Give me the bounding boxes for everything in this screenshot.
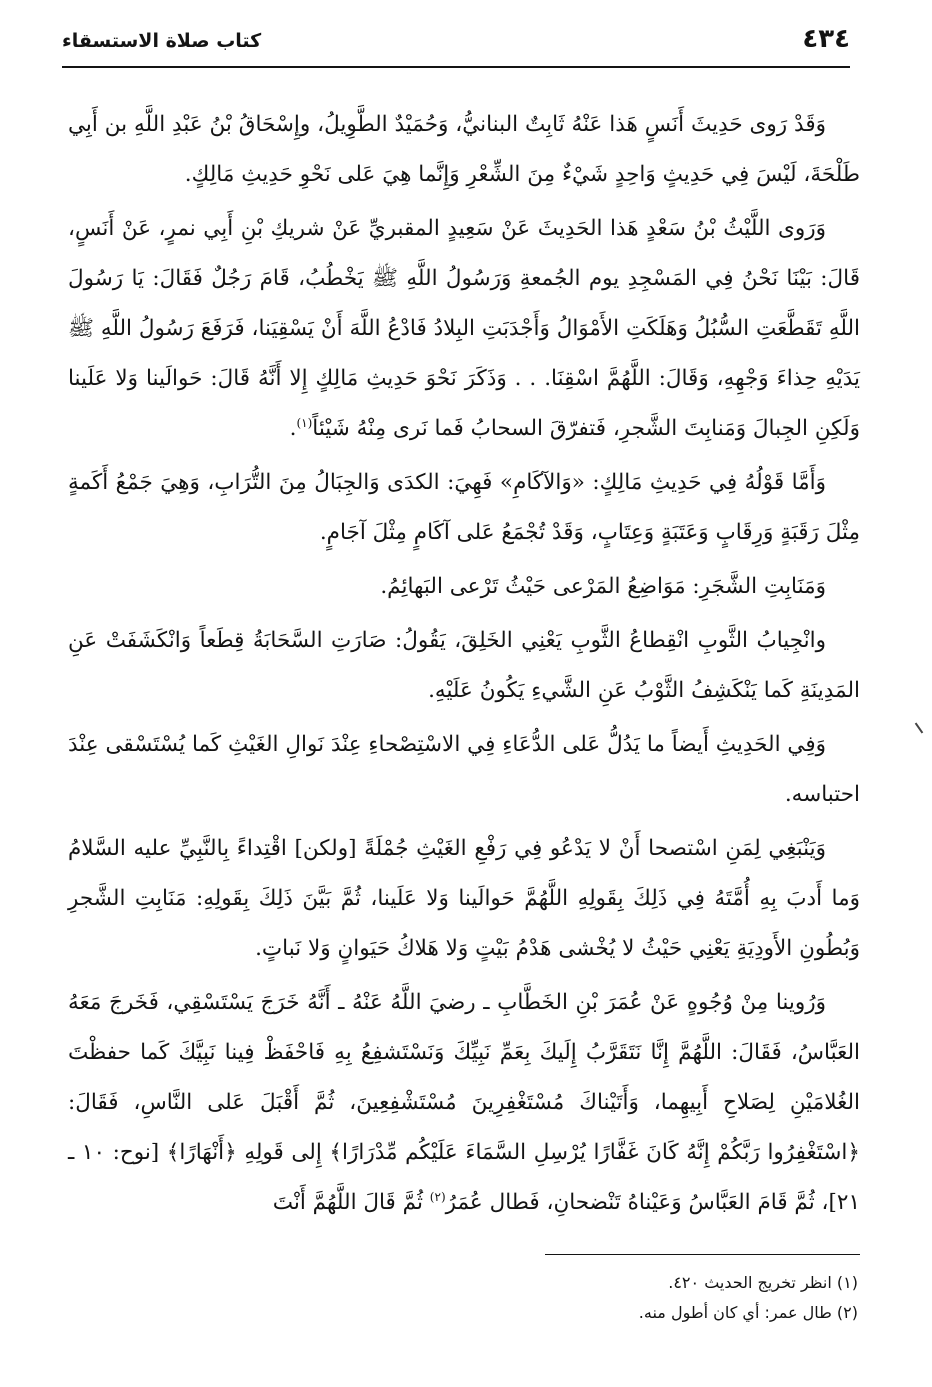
footnote-2: (٢) طال عمر: أي كان أطول منه. (638, 1303, 858, 1322)
book-title: كتاب صلاة الاستسقاء (62, 30, 262, 52)
main-text (68, 100, 860, 1232)
paragraph-5: وانْجِيابُ الثَّوبِ انْقِطاعُ الثَّوبِ يَعْنِي الخَلِقَ، يَقُولُ: صَارَتِ السَّحَابَةُ قِطَعاً وَانْكَشَفَتْ عَنِ المَدِينَةِ كَما يَنْكَشِفُ الثَّوْبُ عَنِ الشَّيءِ يَكُونُ عَلَيْهِ. (68, 628, 860, 703)
paragraph-8 (68, 978, 860, 1228)
paragraph-2-text: وَرَوى اللَّيْثُ بْنُ سَعْدٍ هَذا الحَدِيثَ عَنْ سَعِيدٍ المقبريِّ عَنْ شريكِ بْنِ أَبِي نمرٍ، عَنْ أَنَسٍ، قَالَ: بَيْنَا نَحْنُ فِي المَسْجِدِ يوم الجُمعةِ وَرَسُولُ اللَّهِ ﷺ يَخْطُبُ، قَامَ رَجُلٌ فَقَالَ: يَا رَسُولَ اللَّهِ تَقَطَّعَتِ السُّبُلُ وَهَلَكَتِ الأَمْوَالُ وَأَجْدَبَتِ البِلادُ فَادْعُ اللَّهَ أَنْ يَسْقِيَنا، فَرَفَعَ رَسُولُ اللَّهِ ﷺ يَدَيْهِ حِذاءَ وَجْهِهِ، وَقَالَ: اللَّهُمَّ اسْقِنَا. . . وَذَكَرَ نَحْوَ حَدِيثِ مَالِكٍ إِلا أَنَّهُ قَالَ: حَوالَينا وَلا عَلَينا وَلَكِنِ الجِبالَ وَمَنابِتَ الشَّجرِ، فَتفرّقَ السحابُ فَما نَرى مِنْهُ شَيْئاً (68, 216, 860, 441)
footnote-separator (545, 1254, 860, 1255)
margin-mark (915, 723, 924, 734)
paragraph-8-text: وَرُوينا مِنْ وُجُوهٍ عَنْ عُمَرَ بْنِ الخَطَّابِ ـ رضيَ اللَّهُ عَنْهُ ـ أَنَّهُ خَرَجَ يَسْتَسْقِي، فَخَرجَ مَعَهُ العَبَّاسُ، فَقَالَ: اللَّهُمَّ إِنَّا نَتَقَرَّبُ إِلَيكَ بِعَمِّ نَبِيِّكَ وَنَسْتَشفِعُ بِهِ فَاحْفَظْ فِينا نَبِيَّكَ كَما حفظْتَ الغُلامَيْنِ لِصَلاحِ أَبِيهِما، وَأَتَيْناكَ مُسْتَغْفِرِينَ مُسْتَشْفِعِينَ، ثُمَّ أَقْبَلَ عَلى النَّاسِ، فَقَالَ: ﴿اسْتَغْفِرُوا رَبَّكُمْ إِنَّهُ كَانَ غَفَّارًا يُرْسِلِ السَّمَاءَ عَلَيْكُم مِّدْرَارًا﴾ إِلى قَولِهِ ﴿أَنْهَارًا﴾ [نوح: ١٠ ـ ٢١]، ثُمَّ قَامَ العَبَّاسُ وَعَيْناهُ تَنْضحانِ، فَطال عُمَرُ (68, 990, 860, 1215)
footnote-ref-2: (٢) (429, 1189, 446, 1204)
page-header (62, 22, 850, 60)
paragraph-8-end: ثُمَّ قَالَ اللَّهُمَّ أَنْتَ (272, 1190, 430, 1215)
paragraph-1: وَقَدْ رَوى حَدِيثَ أَنَسٍ هَذا عَنْهُ ثَابِتٌ البنانيُّ، وَحُمَيْدٌ الطَّوِيلُ، وإِسْحَاقُ بْنُ عَبْدِ اللَّهِ بن أَبِي طَلْحَةَ، لَيْسَ فِي حَدِيثٍ وَاحِدٍ شَيْءٌ مِنَ الشِّعْرِ وَإِنَّما هِيَ عَلى نَحْوِ حَدِيثِ مَالِكٍ. (68, 112, 860, 187)
footnote-1: (١) انظر تخريج الحديث ٤٢٠. (668, 1273, 858, 1292)
paragraph-4: وَمَنَابِتِ الشَّجَرِ: مَوَاضِعُ المَرْعى حَيْثُ تَرْعى البَهائِمُ. (380, 574, 826, 599)
footnote-ref-1: (١) (296, 415, 313, 430)
page-number: ٤٣٤ (802, 24, 850, 54)
paragraph-6: وَفِي الحَدِيثِ أَيضاً ما يَدُلُّ عَلى الدُّعَاءِ فِي الاسْتِصْحاءِ عِنْدَ نَوالِ الغَيْثِ كَما يُسْتَسْقى عِنْدَ احتباسه. (68, 732, 860, 807)
paragraph-2-end: . (289, 416, 297, 441)
header-rule (62, 66, 850, 68)
footnotes (300, 1268, 858, 1328)
paragraph-7: وَيَنْبَغِي لِمَنِ اسْتصحا أَنْ لا يَدْعُو فِي رَفْعِ الغَيْثِ جُمْلَةً [ولكن] اقْتِداءً بِالنَّبِيِّ عليه السَّلامُ وَما أَدبَ بِهِ أُمَّتَهُ فِي ذَلِكَ بِقَولِهِ اللَّهُمَّ حَوالَينا وَلا عَلَينا، ثُمَّ بَيَّنَ ذَلِكَ بِقَولِهِ: مَنَابِتِ الشَّجرِ وَبُطُونِ الأَودِيَةِ يَعْنِي حَيْثُ لا يُخْشى هَدْمُ بَيْتٍ وَلا هَلاكُ حَيَوانٍ وَلا نَباتٍ. (68, 836, 860, 961)
paragraph-3: وَأَمَّا قَوْلُهُ فِي حَدِيثِ مَالِكٍ: «وَالآكَامِ» فَهِيَ: الكدَى وَالجِبَالُ مِنَ التُّرَابِ، وَهِيَ جَمْعُ أَكَمةٍ مِثْلَ رَقَبَةٍ وَرِقَابٍ وَعَتَبَةٍ وَعِتَابٍ، وَقَدْ تُجْمَعُ عَلى آكَامٍ مِثْلَ آجَامٍ. (68, 470, 860, 545)
paragraph-2 (68, 204, 860, 454)
